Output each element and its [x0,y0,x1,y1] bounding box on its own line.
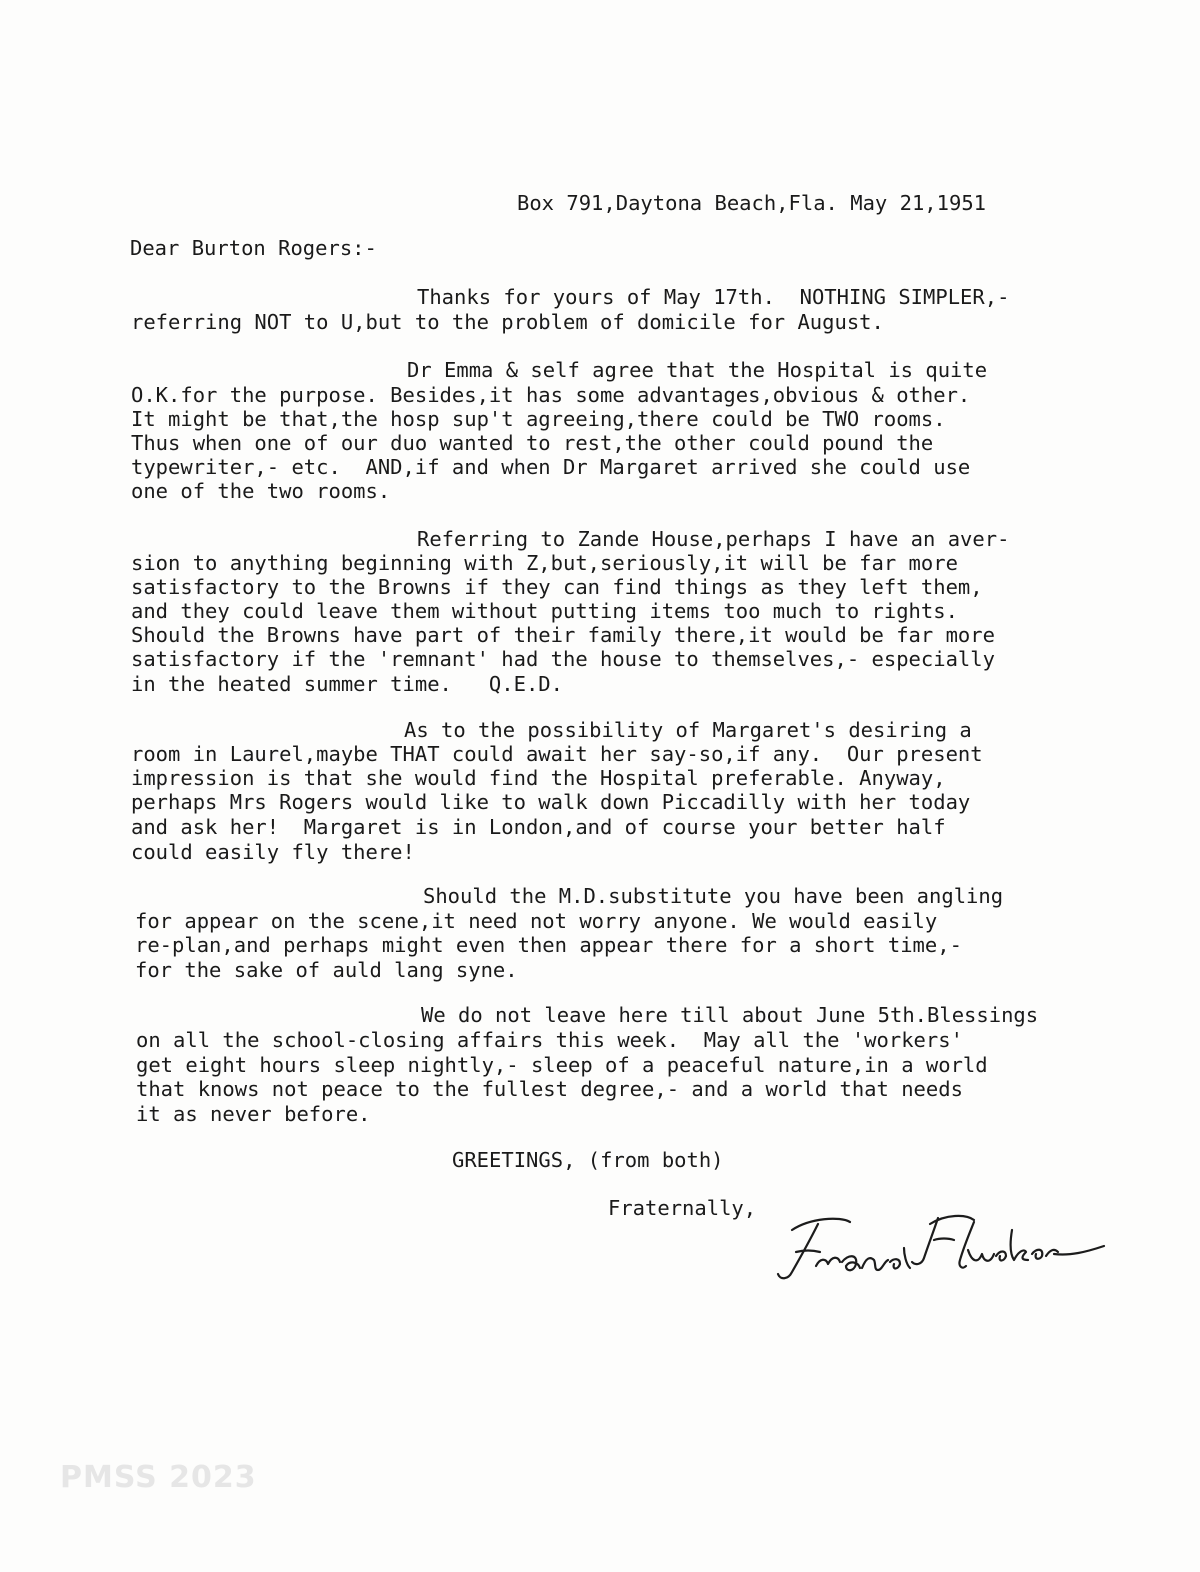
paragraph-line: in the heated summer time. Q.E.D. [131,672,563,696]
greeting: GREETINGS, (from both) [452,1148,724,1172]
paragraph-line: it as never before. [136,1102,371,1126]
salutation: Dear Burton Rogers:- [130,236,377,260]
paragraph-line: Should the Browns have part of their family there,it would be far more [131,623,995,647]
paragraph-line: room in Laurel,maybe THAT could await her say-so,if any. Our present [131,742,983,766]
paragraph-line: could easily fly there! [131,840,415,864]
dateline: Box 791,Daytona Beach,Fla. May 21,1951 [517,191,986,215]
paragraph-line: re-plan,and perhaps might even then appear there for a short time,- [135,933,962,957]
paragraph-line: get eight hours sleep nightly,- sleep of a peaceful nature,in a world [136,1053,988,1077]
paragraph-line: Referring to Zande House,perhaps I have an aver- [417,527,1010,551]
paragraph-line: perhaps Mrs Rogers would like to walk down Piccadilly with her today [131,790,971,814]
paragraph-line: It might be that,the hosp sup't agreeing,there could be TWO rooms. [131,407,946,431]
paragraph-line: referring NOT to U,but to the problem of domicile for August. [131,310,884,334]
paragraph-line: Thanks for yours of May 17th. NOTHING SIMPLER,- [417,285,1010,309]
paragraph-line: one of the two rooms. [131,479,391,503]
paragraph-line: and they could leave them without putting items too much to rights. [131,599,958,623]
paragraph-line: satisfactory to the Browns if they can find things as they left them, [131,575,983,599]
paragraph-line: As to the possibility of Margaret's desiring a [404,718,972,742]
paragraph-line: for appear on the scene,it need not worry anyone. We would easily [135,909,938,933]
handwritten-signature [770,1200,1110,1300]
closing: Fraternally, [608,1196,757,1220]
archive-watermark: PMSS 2023 [60,1460,257,1495]
paragraph-line: for the sake of auld lang syne. [135,958,518,982]
paragraph-line: Thus when one of our duo wanted to rest,the other could pound the [131,431,934,455]
paragraph-line: and ask her! Margaret is in London,and of course your better half [131,815,946,839]
paragraph-line: We do not leave here till about June 5th.Blessings [421,1003,1039,1027]
paragraph-line: on all the school-closing affairs this week. May all the 'workers' [136,1028,963,1052]
paragraph-line: impression is that she would find the Hospital preferable. Anyway, [131,766,946,790]
paragraph-line: Dr Emma & self agree that the Hospital is quite [407,358,988,382]
paragraph-line: that knows not peace to the fullest degree,- and a world that needs [136,1077,963,1101]
paragraph-line: satisfactory if the 'remnant' had the house to themselves,- especially [131,647,995,671]
paragraph-line: typewriter,- etc. AND,if and when Dr Margaret arrived she could use [131,455,971,479]
paragraph-line: O.K.for the purpose. Besides,it has some advantages,obvious & other. [131,383,971,407]
paragraph-line: Should the M.D.substitute you have been angling [423,884,1004,908]
paragraph-line: sion to anything beginning with Z,but,seriously,it will be far more [131,551,958,575]
